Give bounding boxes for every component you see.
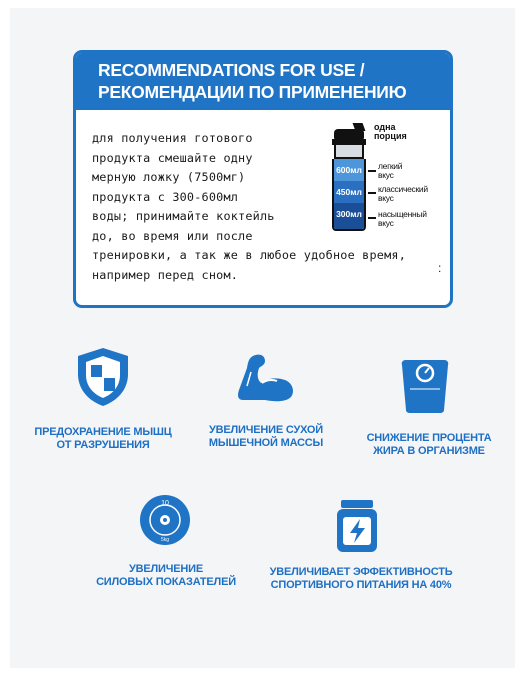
level-label: легкий вкус	[378, 161, 403, 180]
shaker-icon	[328, 123, 448, 233]
benefit-fat-reduction: СНИЖЕНИЕ ПРОЦЕНТА ЖИРА В ОРГАНИЗМЕ	[366, 432, 492, 457]
instruction-line: мерную ложку (7500мг)	[92, 170, 246, 184]
level-volume: 600мл	[334, 159, 364, 181]
level-volume: 450мл	[334, 181, 364, 203]
plate-label: 5kg	[160, 537, 170, 543]
scale-icon	[400, 356, 450, 414]
title-russian: РЕКОМЕНДАЦИИ ПО ПРИМЕНЕНИЮ	[98, 82, 407, 102]
benefit-muscle-protection: ПРЕДОХРАНЕНИЕ МЫШЦ ОТ РАЗРУШЕНИЯ	[34, 426, 172, 451]
instruction-line: например перед сном.	[92, 267, 239, 282]
plate-label: 10	[161, 500, 169, 507]
flexed-arm-icon	[235, 352, 297, 404]
level-volume: 300мл	[334, 203, 364, 229]
shaker-levels	[332, 159, 366, 231]
instruction-line: тренировки, а так же в любое удобное время,	[92, 248, 406, 262]
instruction-line: воды; принимайте коктейль	[92, 209, 275, 223]
instruction-line: продукта смешайте одну	[92, 150, 253, 165]
instruction-line: для получения готового	[92, 131, 253, 145]
supplement-jar-icon	[334, 498, 380, 554]
benefit-strength: УВЕЛИЧЕНИЕ СИЛОВЫХ ПОКАЗАТЕЛЕЙ	[96, 563, 236, 588]
level-label: насыщенный вкус	[378, 209, 427, 228]
title-english: RECOMMENDATIONS FOR USE /	[98, 60, 365, 80]
serving-heading: одна порция	[374, 122, 407, 141]
shield-icon	[76, 346, 130, 408]
level-label: классический вкус	[378, 184, 428, 203]
benefit-effectiveness: УВЕЛИЧИВАЕТ ЭФФЕКТИВНОСТЬ СПОРТИВНОГО ПИТАНИЯ НА 40%	[269, 566, 453, 591]
weight-plate-icon	[139, 494, 191, 546]
card-title	[98, 59, 448, 103]
card-header	[76, 53, 450, 110]
instruction-line: до, во время или после	[92, 228, 253, 243]
instruction-line: продукта с 300-600мл	[92, 189, 239, 204]
benefit-lean-mass: УВЕЛИЧЕНИЕ СУХОЙ МЫШЕЧНОЙ МАССЫ	[208, 424, 324, 449]
trailing-mark: :	[438, 261, 442, 275]
recommendations-card	[73, 50, 453, 308]
